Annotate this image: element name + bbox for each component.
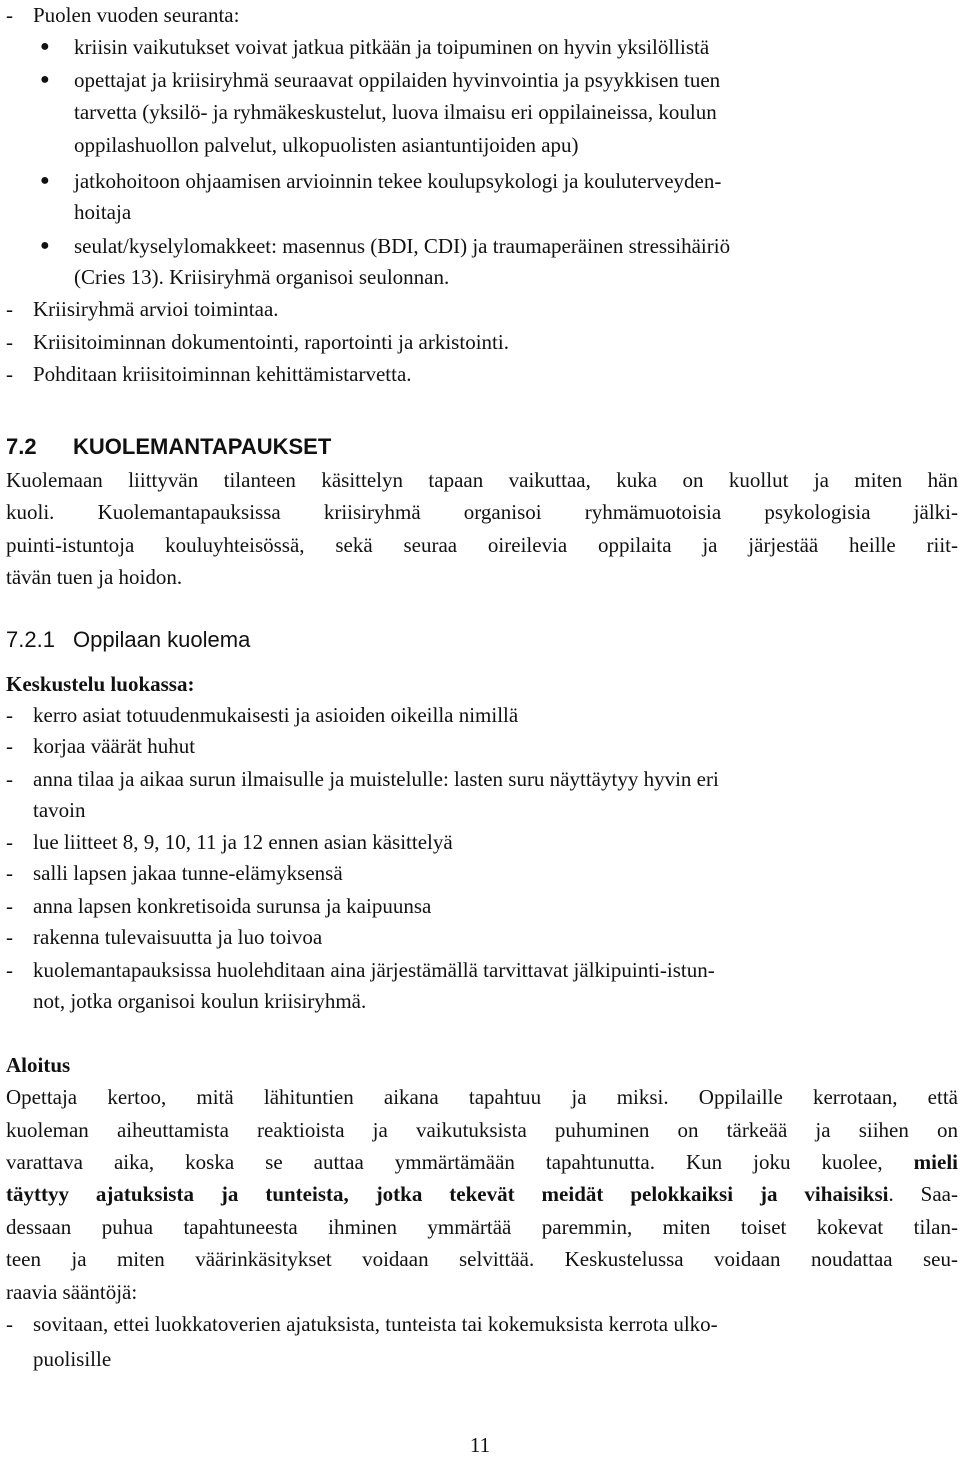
bullet-text: opettajat ja kriisiryhmä seuraavat oppilaiden hyvinvointia ja psyykkisen tuen [74, 68, 721, 92]
dash-text: kerro asiat totuudenmukaisesti ja asioiden oikeilla nimillä [33, 703, 519, 727]
section-title: KUOLEMANTAPAUKSET [73, 434, 332, 459]
dash-marker: - [6, 297, 13, 321]
bullet-icon: ● [40, 237, 50, 254]
dash-text: Pohditaan kriisitoiminnan kehittämistarvetta. [33, 362, 412, 386]
paragraph-text: varattava aika, koska se auttaa ymmärtämään tapahtunutta. Kun joku kuolee, [6, 1150, 883, 1174]
dash-marker: - [6, 362, 13, 386]
dash-marker: - [6, 330, 13, 354]
dash-text: sovitaan, ettei luokkatoverien ajatuksista, tunteista tai kokemuksista kerrota ulko- [33, 1312, 718, 1336]
bullet-icon: ● [40, 172, 50, 189]
section-number: 7.2 [6, 434, 37, 459]
opening-heading: Aloitus [6, 1053, 71, 1077]
dash-marker: - [6, 861, 13, 885]
dash-marker: - [6, 703, 13, 727]
paragraph-text: kuoli. Kuolemantapauksissa kriisiryhmä organisoi ryhmämuotoisia psykologisia jälki- [6, 500, 958, 524]
emphasis-text: mieli [913, 1150, 958, 1174]
bullet-icon: ● [40, 71, 50, 88]
dash-marker: - [6, 894, 13, 918]
paragraph-text: Opettaja kertoo, mitä lähituntien aikana tapahtuu ja miksi. Oppilaille kerrotaan, että [6, 1085, 958, 1109]
dash-text: anna lapsen konkretisoida surunsa ja kaipuunsa [33, 894, 432, 918]
paragraph-text: tävän tuen ja hoidon. [6, 565, 183, 589]
dash-text: kuolemantapauksissa huolehditaan aina järjestämällä tarvittavat jälkipuinti-istun- [33, 958, 715, 982]
discussion-heading: Keskustelu luokassa: [6, 672, 195, 696]
page-number: 11 [469, 1433, 491, 1457]
dash-marker: - [6, 925, 13, 949]
dash-marker: - [6, 958, 13, 982]
dash-text: Kriisiryhmä arvioi toimintaa. [33, 297, 279, 321]
dash-text: not, jotka organisoi koulun kriisiryhmä. [33, 989, 367, 1013]
bullet-text: kriisin vaikutukset voivat jatkua pitkään ja toipuminen on hyvin yksilöllistä [74, 35, 710, 59]
dash-text: Kriisitoiminnan dokumentointi, raportointi ja arkistointi. [33, 330, 509, 354]
bullet-text: jatkohoitoon ohjaamisen arvioinnin tekee koulupsykologi ja kouluterveyden- [74, 169, 722, 193]
bullet-text: hoitaja [74, 200, 132, 224]
dash-marker: - [6, 830, 13, 854]
subsection-title: Oppilaan kuolema [73, 627, 251, 652]
dash-text: rakenna tulevaisuutta ja luo toivoa [33, 925, 323, 949]
dash-marker: - [6, 767, 13, 791]
bullet-text: oppilashuollon palvelut, ulkopuolisten asiantuntijoiden apu) [74, 133, 579, 157]
paragraph-text: raavia sääntöjä: [6, 1280, 138, 1304]
dash-marker: - [6, 734, 13, 758]
paragraph-text [6, 1147, 958, 1177]
dash-marker: - [6, 3, 13, 27]
paragraph-text: puinti-istuntoja kouluyhteisössä, sekä seuraa oireilevia oppilaita ja järjestää heille riit- [6, 533, 958, 557]
dash-text: salli lapsen jakaa tunne-elämyksensä [33, 861, 343, 885]
dash-text: korjaa väärät huhut [33, 734, 196, 758]
paragraph-text: kuoleman aiheuttamista reaktioista ja vaikutuksista puhuminen on tärkeää ja siihen on [6, 1118, 958, 1142]
dash-marker: - [6, 1312, 13, 1336]
bullet-icon: ● [40, 38, 50, 55]
paragraph-text: . Saa- [888, 1182, 958, 1206]
dash-text: lue liitteet 8, 9, 10, 11 ja 12 ennen asian käsittelyä [33, 830, 453, 854]
subsection-number: 7.2.1 [6, 627, 55, 652]
emphasis-text: täyttyy ajatuksista ja tunteista, jotka tekevät meidät pelokkaiksi ja vihaisiksi [6, 1182, 889, 1206]
paragraph-text: Kuolemaan liittyvän tilanteen käsittelyn tapaan vaikuttaa, kuka on kuollut ja miten hän [6, 468, 958, 492]
paragraph-text: teen ja miten väärinkäsitykset voidaan selvittää. Keskustelussa voidaan noudattaa seu- [6, 1247, 958, 1271]
paragraph-text [6, 1179, 958, 1209]
bullet-text: tarvetta (yksilö- ja ryhmäkeskustelut, luova ilmaisu eri oppilaineissa, koulun [74, 100, 717, 124]
dash-text: anna tilaa ja aikaa surun ilmaisulle ja muistelulle: lasten suru näyttäytyy hyvin eri [33, 767, 719, 791]
dash-text: puolisille [33, 1347, 112, 1371]
bullet-text: seulat/kyselylomakkeet: masennus (BDI, CDI) ja traumaperäinen stressihäiriö [74, 234, 731, 258]
paragraph-text: dessaan puhua tapahtuneesta ihminen ymmärtää paremmin, miten toiset kokevat tilan- [6, 1215, 958, 1239]
dash-text: tavoin [33, 798, 86, 822]
bullet-text: (Cries 13). Kriisiryhmä organisoi seulonnan. [74, 265, 450, 289]
followup-heading: Puolen vuoden seuranta: [33, 3, 240, 27]
